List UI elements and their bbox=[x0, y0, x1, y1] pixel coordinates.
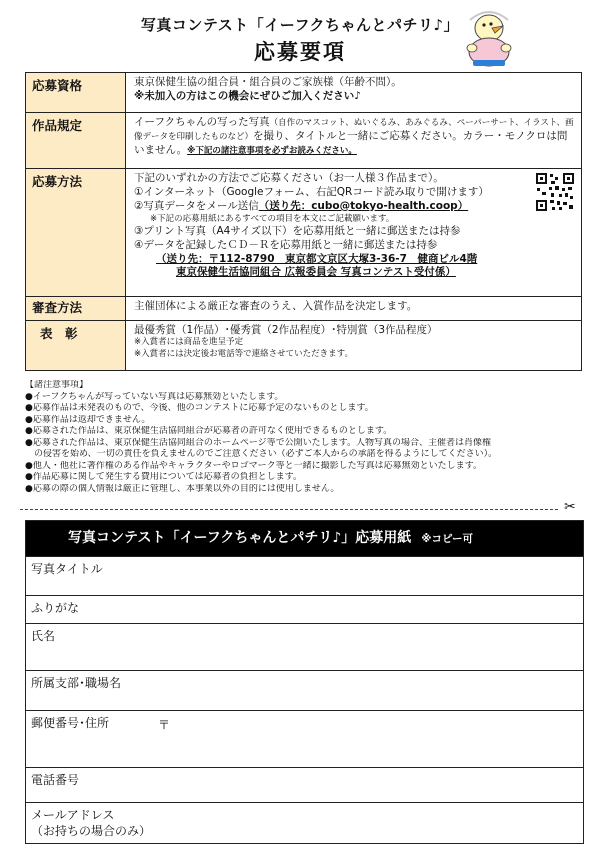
eligibility-label: 応募資格 bbox=[26, 73, 126, 113]
name-field[interactable]: 氏名 bbox=[26, 623, 583, 670]
email-destination: （送り先：cubo@tokyo-health.coop） bbox=[258, 199, 469, 212]
entry-form bbox=[25, 520, 584, 844]
form-header bbox=[26, 521, 583, 556]
scissors-icon: ✂ bbox=[564, 499, 576, 515]
method-label: 応募方法 bbox=[26, 169, 126, 297]
read-notes-warning: ※下記の諸注意事項を必ずお読みください。 bbox=[187, 145, 357, 156]
form-title: 写真コンテスト「イーフクちゃんとパチリ♪」応募用紙 bbox=[68, 530, 412, 546]
qr-code-icon[interactable] bbox=[535, 172, 575, 212]
contest-subtitle: 写真コンテスト「イーフクちゃんとパチリ♪」 bbox=[140, 16, 460, 34]
note-item: ●応募された作品は、東京保健生活協同組合が応募者の許可なく使用できるものとします。 bbox=[25, 426, 393, 437]
notes-section bbox=[25, 380, 585, 495]
eligibility-note: ※未加入の方はこの機会にぜひご加入ください♪ bbox=[134, 89, 361, 102]
review-label: 審査方法 bbox=[26, 297, 126, 321]
phone-field[interactable]: 電話番号 bbox=[26, 767, 583, 802]
note-item: ●応募作品は未発表のもので、今後、他のコンテストに応募予定のないものとします。 bbox=[25, 403, 374, 414]
notes-title: 【諸注意事項】 bbox=[25, 380, 89, 390]
furigana-field[interactable]: ふりがな bbox=[26, 595, 583, 623]
awards-content: 最優秀賞（1作品）･優秀賞（2作品程度）･特別賞（3作品程度） ※入賞者には商品を進呈予定 ※入賞者には決定後お電話等で連絡させていただきます。 bbox=[126, 320, 582, 370]
method-content: 下記のいずれかの方法でご応募ください（お一人様３作品まで）。 ①インターネット（Googleフォーム、右記QRコード読み取りで開けます） ②写真データをメール送信（送り先：cubo@tokyo-health.coop） ※下記の応募用紙にあるすべての項目を本文にご記載願います。 ③プリント写真（A4サイズ以下）を応募用紙と一緒に郵送または持参 ④データを記録したＣＤ－Ｒを応募用紙と一緒に郵送または持参 （送り先：〒112-8790 東京都文京区大塚3-36-7 健商ビル4階 東京保健生活協同組合 広報委員会 写真コンテスト受付係） bbox=[126, 169, 582, 297]
photo-title-field[interactable]: 写真タイトル bbox=[26, 556, 583, 595]
copy-note: ※コピー可 bbox=[421, 533, 474, 545]
postal-mark: 〒 bbox=[158, 718, 171, 732]
review-content: 主催団体による厳正な審査のうえ、入賞作品を決定します。 bbox=[126, 297, 582, 321]
requirements-table bbox=[25, 72, 582, 371]
note-item: ●作品応募に関して発生する費用については応募者の負担とします。 bbox=[25, 472, 302, 483]
rules-label: 作品規定 bbox=[26, 113, 126, 169]
mascot-character-icon bbox=[458, 6, 520, 70]
page-title: 応募要項 bbox=[254, 40, 346, 64]
note-item: ●応募作品は返却できません。 bbox=[25, 414, 151, 425]
note-item: の侵害を始め、一切の責任を負えませんのでご注意ください（必ずご本人からの承諾を得るようにしてください）。 bbox=[25, 449, 498, 460]
address-field[interactable]: 郵便番号･住所 〒 bbox=[26, 710, 583, 767]
eligibility-content: 東京保健生協の組合員・組合員のご家族様（年齢不問）。 ※未加入の方はこの機会にぜひご加入ください♪ bbox=[126, 73, 582, 113]
cut-line bbox=[20, 509, 558, 510]
note-item: ●イーフクちゃんが写っていない写真は応募無効といたします。 bbox=[25, 391, 284, 402]
note-item: ●他人・他社に著作権のある作品やキャラクターやロゴマーク等と一緒に撮影した写真は応募無効といたします。 bbox=[25, 460, 482, 471]
affiliation-field[interactable]: 所属支部･職場名 bbox=[26, 670, 583, 710]
mailing-address-2: 東京保健生活協同組合 広報委員会 写真コンテスト受付係） bbox=[176, 266, 456, 279]
awards-label: 表 彰 bbox=[26, 320, 126, 370]
email-field[interactable]: メールアドレス （お持ちの場合のみ） bbox=[26, 802, 583, 843]
mailing-address-1: （送り先：〒112-8790 東京都文京区大塚3-36-7 健商ビル4階 bbox=[156, 252, 478, 265]
note-item: ●応募の際の個人情報は厳正に管理し、本事業以外の目的には使用しません。 bbox=[25, 483, 340, 494]
rules-content: イーフクちゃんの写った写真（自作のマスコット、ぬいぐるみ、あみぐるみ、ペーパーサート、イラスト、画像データを印刷したものなど）を撮り、タイトルと一緒にご応募ください。カラー・モノクロは問いません。※下記の諸注意事項を必ずお読みください。 bbox=[126, 113, 582, 169]
note-item: ●応募された作品は、東京保健生活協同組合のホームページ等で公開いたします。人物写真の場合、主催者は肖像権 bbox=[25, 437, 491, 448]
